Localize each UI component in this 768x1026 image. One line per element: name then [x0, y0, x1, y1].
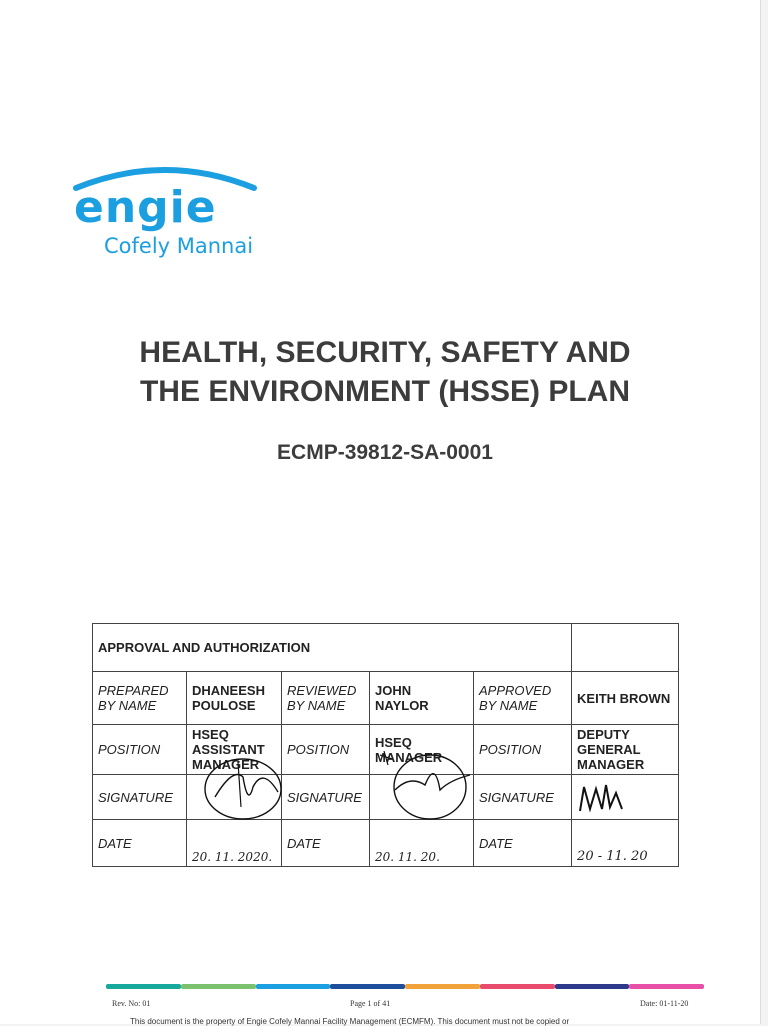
- position-label-1: POSITION: [93, 725, 187, 775]
- logo-subtitle: Cofely Mannai: [104, 234, 254, 258]
- reviewed-by-name: JOHN NAYLOR: [370, 672, 474, 725]
- prepared-position: HSEQ ASSISTANT MANAGER: [187, 725, 282, 775]
- footer-bar-segment: [106, 984, 181, 989]
- footer-rev: Rev. No: 01: [112, 999, 151, 1008]
- approval-header: APPROVAL AND AUTHORIZATION: [93, 624, 572, 672]
- date-label-1: DATE: [93, 820, 187, 867]
- position-label-2: POSITION: [282, 725, 370, 775]
- approved-position: DEPUTY GENERAL MANAGER: [572, 725, 679, 775]
- signature-label-2: SIGNATURE: [282, 775, 370, 820]
- date-label-2: DATE: [282, 820, 370, 867]
- date-label-3: DATE: [474, 820, 572, 867]
- footer-date: Date: 01-11-20: [640, 999, 689, 1008]
- title-line-2: THE ENVIRONMENT (HSSE) PLAN: [139, 375, 631, 408]
- document-title: [60, 333, 710, 411]
- reviewed-by-label: REVIEWED BY NAME: [282, 672, 370, 725]
- footer-bar-segment: [181, 984, 256, 989]
- document-number: ECMP-39812-SA-0001: [277, 441, 493, 464]
- reviewed-signature-icon: [380, 745, 480, 825]
- footer-color-bar: [106, 984, 704, 989]
- footer-bar-segment: [330, 984, 405, 989]
- engie-logo: [70, 158, 260, 263]
- prepared-date: 20. 11. 2020.: [187, 820, 282, 867]
- approved-by-name: KEITH BROWN: [572, 672, 679, 725]
- title-line-1: HEALTH, SECURITY, SAFETY AND: [139, 336, 631, 369]
- prepared-by-label: PREPARED BY NAME: [93, 672, 187, 725]
- footer-bar-segment: [256, 984, 331, 989]
- footer-bar-segment: [405, 984, 480, 989]
- approved-signature-icon: [576, 779, 636, 819]
- footer-bar-segment: [555, 984, 630, 989]
- prepared-signature: [187, 775, 282, 820]
- footer-bar-segment: [629, 984, 704, 989]
- reviewed-signature: [370, 775, 474, 820]
- signature-label-3: SIGNATURE: [474, 775, 572, 820]
- reviewed-position: HSEQ MANAGER: [370, 725, 474, 775]
- approved-date: 20 - 11. 20: [572, 820, 679, 867]
- approval-table: [92, 623, 679, 867]
- approved-by-label: APPROVED BY NAME: [474, 672, 572, 725]
- footer-notice: This document is the property of Engie Cofely Mannai Facility Management (ECMFM). This document must not be copied or: [130, 1017, 570, 1026]
- logo-wordmark: engie: [74, 182, 217, 233]
- footer-page: Page 1 of 41: [350, 999, 391, 1008]
- approved-signature: [572, 775, 679, 820]
- prepared-signature-icon: [193, 747, 293, 827]
- reviewed-date: 20. 11. 20.: [370, 820, 474, 867]
- position-label-3: POSITION: [474, 725, 572, 775]
- prepared-by-name: DHANEESH POULOSE: [187, 672, 282, 725]
- approval-header-blank: [572, 624, 679, 672]
- footer-bar-segment: [480, 984, 555, 989]
- signature-label-1: SIGNATURE: [93, 775, 187, 820]
